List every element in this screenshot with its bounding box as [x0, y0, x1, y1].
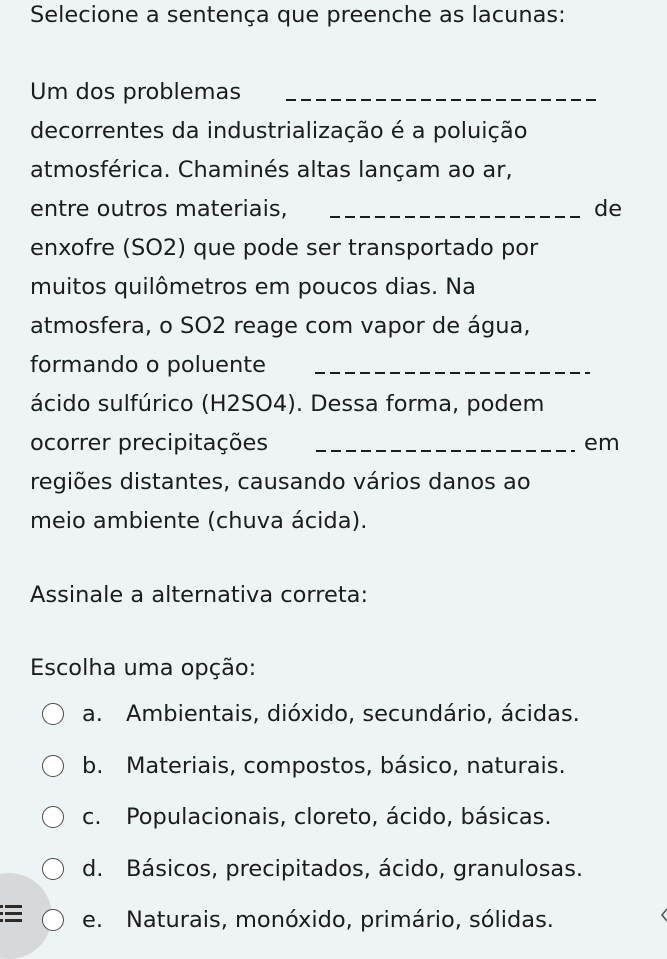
question-line: atmosfera, o SO2 reage com vapor de água, — [30, 313, 531, 339]
list-menu-icon[interactable] — [0, 903, 22, 925]
question-inline-word: em — [584, 430, 620, 456]
blank-3 — [315, 372, 590, 374]
radio-button[interactable] — [42, 806, 64, 828]
option-b[interactable] — [42, 746, 566, 786]
prompt-text: Assinale a alternativa correta: — [30, 582, 369, 608]
radio-button[interactable] — [42, 755, 64, 777]
option-c[interactable] — [42, 797, 552, 837]
option-label: Ambientais, dióxido, secundário, ácidas. — [126, 701, 580, 727]
choose-label: Escolha uma opção: — [30, 655, 257, 681]
option-label: Naturais, monóxido, primário, sólidas. — [126, 907, 554, 933]
question-inline-word: de — [594, 196, 623, 222]
question-line: ocorrer precipitações — [30, 430, 269, 456]
question-line: meio ambiente (chuva ácida). — [30, 508, 368, 534]
question-line: muitos quilômetros em poucos dias. Na — [30, 274, 476, 300]
option-letter: c. — [82, 804, 102, 830]
option-label: Básicos, precipitados, ácido, granulosas. — [126, 856, 584, 882]
option-letter: b. — [82, 753, 104, 779]
option-e[interactable] — [42, 900, 554, 940]
option-a[interactable] — [42, 694, 580, 734]
radio-button[interactable] — [42, 858, 64, 880]
blank-1 — [286, 99, 598, 101]
question-line: formando o poluente — [30, 352, 266, 378]
option-d[interactable] — [42, 849, 583, 889]
option-label: Populacionais, cloreto, ácido, básicas. — [126, 804, 552, 830]
question-line: entre outros materiais, — [30, 196, 288, 222]
option-label: Materiais, compostos, básico, naturais. — [126, 753, 566, 779]
chevron-left-icon[interactable] — [660, 908, 667, 922]
question-line: atmosférica. Chaminés altas lançam ao ar, — [30, 157, 513, 183]
blank-4 — [316, 450, 575, 452]
question-line: decorrentes da industrialização é a poluição — [30, 118, 528, 144]
radio-button[interactable] — [42, 703, 64, 725]
question-line: enxofre (SO2) que pode ser transportado por — [30, 235, 539, 261]
blank-2 — [330, 216, 585, 218]
question-line: ácido sulfúrico (H2SO4). Dessa forma, podem — [30, 391, 545, 417]
option-letter: a. — [82, 701, 103, 727]
option-letter: e. — [82, 907, 103, 933]
question-line: regiões distantes, causando vários danos ao — [30, 469, 531, 495]
question-line: Um dos problemas — [30, 79, 242, 105]
instruction-text: Selecione a sentença que preenche as lacunas: — [30, 2, 566, 28]
radio-button[interactable] — [42, 909, 64, 931]
option-letter: d. — [82, 856, 104, 882]
